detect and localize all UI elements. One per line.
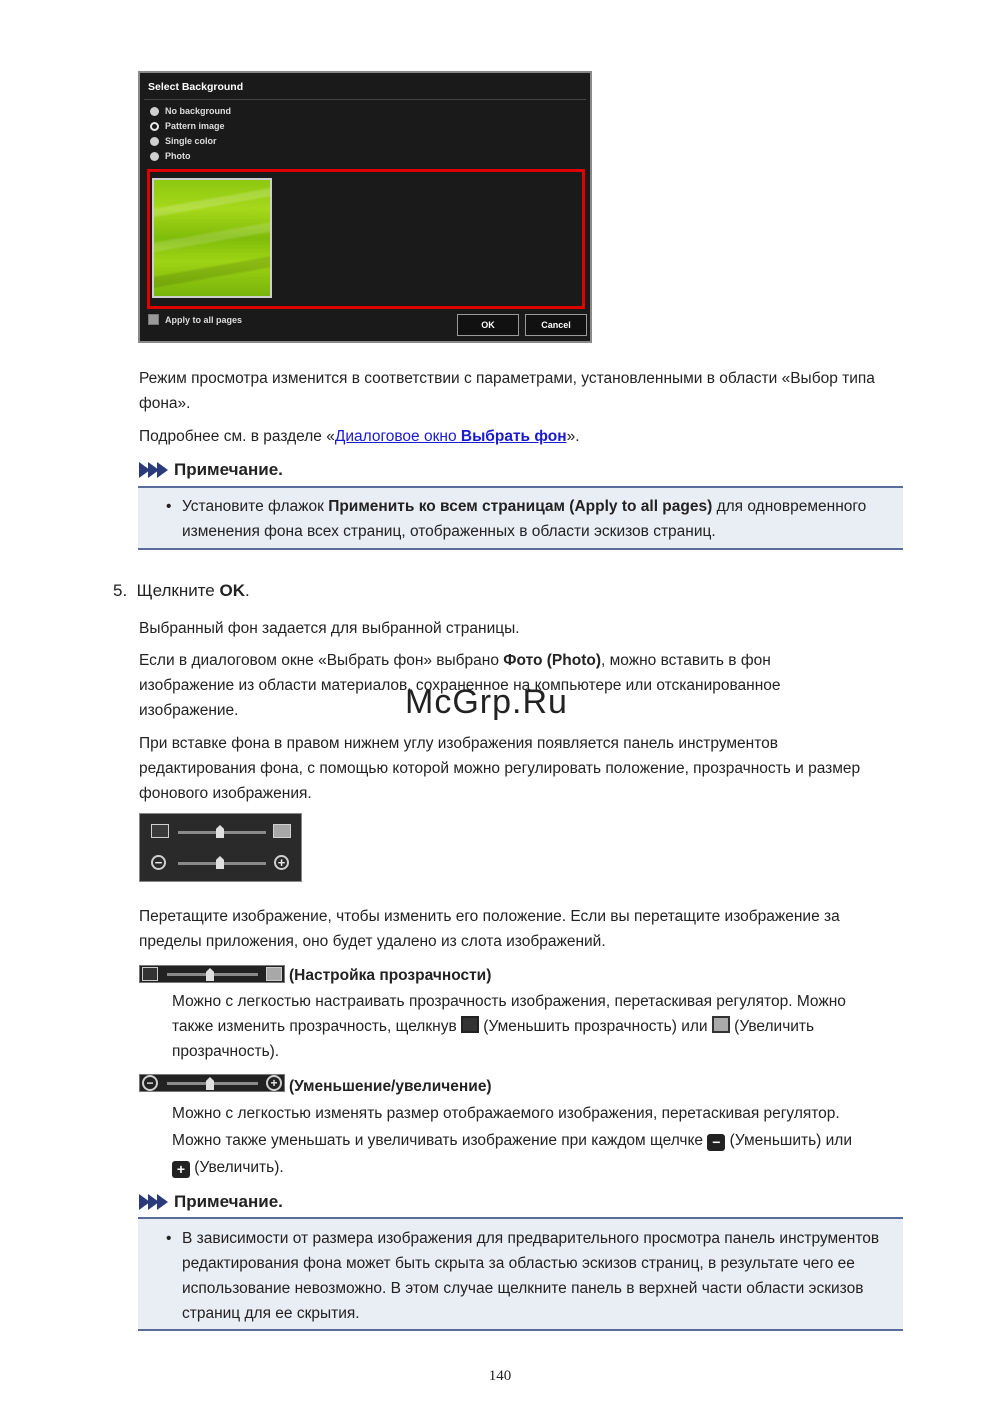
step-bold: OK bbox=[219, 581, 245, 600]
see-also-suffix: ». bbox=[566, 428, 580, 445]
radio-label: Photo bbox=[165, 151, 191, 161]
note-item-text: Установите флажок Применить ко всем страницам (Apply to all pages) для одновременного изменения фона всех страниц, отображенных в области эскизов страниц. bbox=[182, 498, 867, 540]
radio-label: Pattern image bbox=[165, 121, 225, 131]
background-edit-toolbar bbox=[139, 813, 302, 882]
note-chevrons-icon bbox=[139, 462, 166, 478]
radio-pattern-image[interactable] bbox=[150, 119, 225, 133]
note-item bbox=[166, 494, 883, 544]
transparency-line-2: также изменить прозрачность, щелкнув (Уменьшить прозрачность) или (Увеличить bbox=[172, 1018, 815, 1035]
increase-transparency-icon bbox=[712, 1016, 730, 1033]
watermark-text: McGrp.Ru bbox=[405, 683, 568, 721]
light-square-icon bbox=[266, 967, 282, 981]
zoom-description bbox=[172, 1100, 900, 1181]
note-title: Примечание. bbox=[174, 1192, 283, 1211]
ok-button[interactable]: OK bbox=[457, 314, 519, 336]
transparency-line-3: прозрачность). bbox=[172, 1043, 280, 1060]
slider-handle bbox=[206, 968, 214, 981]
select-background-dialog-link[interactable] bbox=[335, 428, 567, 445]
note-header bbox=[139, 1192, 283, 1212]
increase-transparency-icon[interactable] bbox=[273, 824, 291, 838]
note-item bbox=[166, 1226, 883, 1326]
note-item-text: В зависимости от размера изображения для предварительного просмотра панель инструментов редактирования фона может быть скрыта за областью эскизов страниц, в результате чего ее использование невозможно. В этом случае щелкните панель в верхней части области эскизов страниц для ее скрытия. bbox=[182, 1230, 880, 1322]
paragraph-see-also bbox=[139, 424, 899, 449]
zoom-out-icon[interactable]: − bbox=[151, 855, 166, 870]
apply-to-all-pages-checkbox[interactable] bbox=[148, 314, 242, 325]
transparency-description bbox=[172, 989, 900, 1064]
decrease-transparency-icon[interactable] bbox=[151, 824, 169, 838]
bullet-icon: • bbox=[166, 498, 172, 515]
paragraph-drag-image: Перетащите изображение, чтобы изменить его положение. Если вы перетащите изображение за пределы приложения, оно будет удалено из слота изображений. bbox=[139, 908, 840, 950]
radio-dot-icon bbox=[150, 152, 159, 161]
checkbox-label: Apply to all pages bbox=[165, 314, 243, 325]
cancel-button[interactable]: Cancel bbox=[525, 314, 587, 336]
radio-dot-icon bbox=[150, 137, 159, 146]
zoom-slider-handle[interactable] bbox=[216, 856, 224, 869]
paragraph-background-set: Выбранный фон задается для выбранной страницы. bbox=[139, 620, 520, 637]
note-header bbox=[139, 460, 283, 480]
link-text: Диалоговое окно bbox=[334, 428, 461, 445]
note-box bbox=[138, 1217, 903, 1331]
decrease-transparency-icon bbox=[461, 1016, 479, 1033]
zoom-out-icon: − bbox=[142, 1075, 158, 1091]
zoom-line-3: + (Увеличить). bbox=[172, 1154, 900, 1181]
note-chevrons-icon bbox=[139, 1194, 166, 1210]
radio-photo[interactable] bbox=[150, 149, 191, 163]
paragraph-preview-mode: Режим просмотра изменится в соответствии с параметрами, установленными в области «Выбор типа фона». bbox=[139, 370, 875, 412]
zoom-in-icon: + bbox=[172, 1161, 190, 1178]
zoom-in-icon: + bbox=[266, 1075, 282, 1091]
zoom-out-icon: − bbox=[707, 1134, 725, 1151]
transparency-slider-handle[interactable] bbox=[216, 825, 224, 838]
radio-label: Single color bbox=[165, 136, 217, 146]
zoom-in-icon[interactable]: + bbox=[274, 855, 289, 870]
slider-handle bbox=[206, 1077, 214, 1090]
radio-no-background[interactable] bbox=[150, 104, 231, 118]
transparency-line-1: Можно с легкостью настраивать прозрачность изображения, перетаскивая регулятор. Можно bbox=[172, 993, 846, 1010]
dark-square-icon bbox=[142, 967, 158, 981]
paragraph-photo-insert: Если в диалоговом окне «Выбрать фон» выбрано Фото (Photo), можно вставить в фон изображение из области материалов, сохраненное на компьютере или отсканированное изображение. bbox=[139, 652, 781, 719]
page-number: 140 bbox=[488, 1368, 512, 1384]
radio-label: No background bbox=[165, 106, 232, 116]
radio-dot-selected-icon bbox=[150, 122, 159, 131]
zoom-line-1: Можно с легкостью изменять размер отображаемого изображения, перетаскивая регулятор. bbox=[172, 1105, 840, 1122]
bullet-icon: • bbox=[166, 1230, 172, 1247]
dialog-title-divider bbox=[144, 99, 586, 100]
select-background-dialog bbox=[138, 71, 592, 343]
checkbox-icon bbox=[148, 314, 159, 325]
step-number: 5. bbox=[113, 581, 128, 600]
note-title: Примечание. bbox=[174, 460, 283, 479]
zoom-slider-image bbox=[139, 1074, 285, 1092]
transparency-slider-image bbox=[139, 965, 285, 983]
zoom-heading: (Уменьшение/увеличение) bbox=[289, 1078, 492, 1095]
pattern-thumbnail[interactable] bbox=[152, 178, 272, 298]
link-text-bold: Выбрать фон bbox=[460, 428, 567, 445]
see-also-prefix: Подробнее см. в разделе « bbox=[139, 428, 335, 445]
transparency-heading: (Настройка прозрачности) bbox=[289, 967, 492, 984]
dialog-title: Select Background bbox=[148, 81, 244, 93]
step-text: Щелкните bbox=[136, 581, 220, 600]
paragraph-toolbar-appears: При вставке фона в правом нижнем углу изображения появляется панель инструментов редактирования фона, с помощью которой можно регулировать положение, прозрачность и размер фонового изображения. bbox=[139, 735, 861, 802]
note-box bbox=[138, 486, 903, 550]
step-5: 5. Щелкните OK. bbox=[113, 581, 250, 600]
radio-dot-icon bbox=[150, 107, 159, 116]
radio-single-color[interactable] bbox=[150, 134, 217, 148]
zoom-line-2: Можно также уменьшать и увеличивать изображение при каждом щелчке − (Уменьшить) или bbox=[172, 1132, 852, 1150]
